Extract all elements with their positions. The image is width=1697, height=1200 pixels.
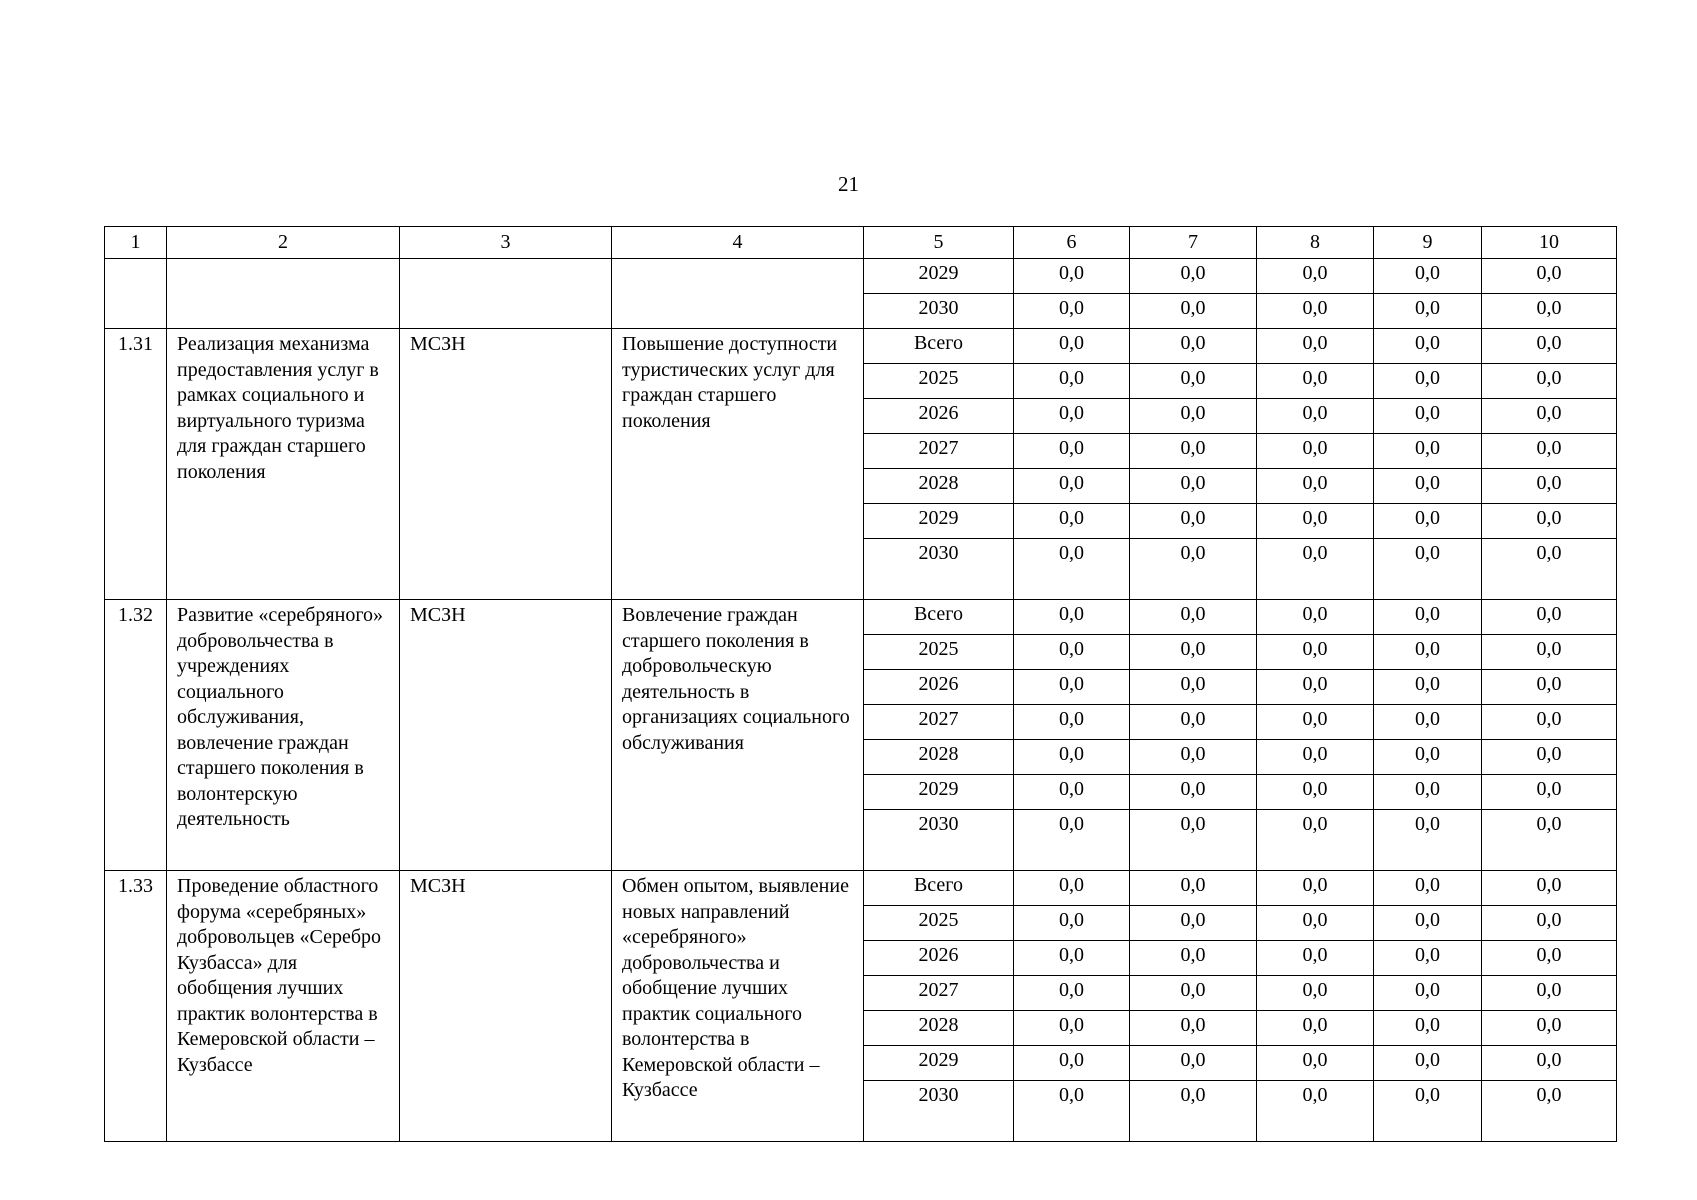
value-cell: 0,0	[1482, 399, 1617, 434]
value-cell: 0,0	[1014, 705, 1130, 740]
value-cell: 0,0	[1374, 399, 1482, 434]
item-name: Проведение областного форума «серебряных» добровольцев «Серебро Кузбасса» для обобщения лучших практик волонтерства в Кемеровской области – Кузбассе	[167, 871, 400, 1142]
value-cell: 0,0	[1014, 364, 1130, 399]
value-cell: 0,0	[1014, 469, 1130, 504]
table-row	[105, 871, 1617, 906]
value-cell: 0,0	[1014, 329, 1130, 364]
value-cell: 0,0	[1130, 871, 1257, 906]
year-cell: 2026	[864, 941, 1014, 976]
value-cell: 0,0	[1130, 941, 1257, 976]
value-cell: 0,0	[1374, 504, 1482, 539]
value-cell: 0,0	[1014, 635, 1130, 670]
value-cell: 0,0	[1482, 670, 1617, 705]
value-cell: 0,0	[1130, 1046, 1257, 1081]
value-cell: 0,0	[1130, 906, 1257, 941]
value-cell: 0,0	[1014, 434, 1130, 469]
year-cell: 2025	[864, 364, 1014, 399]
continuation-name-cell	[167, 259, 400, 329]
value-cell: 0,0	[1014, 504, 1130, 539]
year-cell: 2025	[864, 635, 1014, 670]
header-cell: 1	[105, 227, 167, 259]
item-result: Повышение доступности туристических услуг для граждан старшего поколения	[612, 329, 864, 600]
continuation-num-cell	[105, 259, 167, 329]
value-cell: 0,0	[1482, 1081, 1617, 1142]
item-result: Вовлечение граждан старшего поколения в добровольческую деятельность в организациях социального обслуживания	[612, 600, 864, 871]
table-row	[105, 259, 1617, 294]
value-cell: 0,0	[1257, 294, 1374, 329]
year-cell: 2030	[864, 1081, 1014, 1142]
column-number-header	[105, 227, 1617, 259]
value-cell: 0,0	[1482, 635, 1617, 670]
value-cell: 0,0	[1130, 539, 1257, 600]
item-name: Развитие «серебряного» добровольчества в учреждениях социального обслуживания, вовлечение граждан старшего поколения в волонтерскую деятельность	[167, 600, 400, 871]
value-cell: 0,0	[1482, 539, 1617, 600]
value-cell: 0,0	[1014, 810, 1130, 871]
value-cell: 0,0	[1257, 871, 1374, 906]
value-cell: 0,0	[1257, 600, 1374, 635]
year-cell: Всего	[864, 871, 1014, 906]
value-cell: 0,0	[1257, 539, 1374, 600]
value-cell: 0,0	[1257, 740, 1374, 775]
item-name: Реализация механизма предоставления услуг в рамках социального и виртуального туризма для граждан старшего поколения	[167, 329, 400, 600]
value-cell: 0,0	[1482, 1011, 1617, 1046]
year-cell: 2030	[864, 539, 1014, 600]
value-cell: 0,0	[1014, 670, 1130, 705]
value-cell: 0,0	[1482, 705, 1617, 740]
value-cell: 0,0	[1014, 906, 1130, 941]
item-executor: МСЗН	[400, 871, 612, 1142]
value-cell: 0,0	[1482, 504, 1617, 539]
value-cell: 0,0	[1014, 941, 1130, 976]
value-cell: 0,0	[1014, 259, 1130, 294]
value-cell: 0,0	[1257, 976, 1374, 1011]
year-cell: Всего	[864, 329, 1014, 364]
value-cell: 0,0	[1257, 329, 1374, 364]
header-cell: 10	[1482, 227, 1617, 259]
value-cell: 0,0	[1374, 259, 1482, 294]
continuation-result-cell	[612, 259, 864, 329]
item-executor: МСЗН	[400, 600, 612, 871]
value-cell: 0,0	[1130, 670, 1257, 705]
value-cell: 0,0	[1374, 775, 1482, 810]
value-cell: 0,0	[1130, 364, 1257, 399]
year-cell: 2029	[864, 775, 1014, 810]
value-cell: 0,0	[1257, 635, 1374, 670]
year-cell: 2027	[864, 705, 1014, 740]
value-cell: 0,0	[1374, 740, 1482, 775]
value-cell: 0,0	[1257, 399, 1374, 434]
value-cell: 0,0	[1482, 329, 1617, 364]
table-row	[105, 600, 1617, 635]
value-cell: 0,0	[1130, 810, 1257, 871]
value-cell: 0,0	[1374, 434, 1482, 469]
value-cell: 0,0	[1374, 1046, 1482, 1081]
year-cell: 2027	[864, 434, 1014, 469]
value-cell: 0,0	[1130, 469, 1257, 504]
value-cell: 0,0	[1014, 294, 1130, 329]
year-cell: 2028	[864, 469, 1014, 504]
item-number: 1.31	[105, 329, 167, 600]
year-cell: 2025	[864, 906, 1014, 941]
value-cell: 0,0	[1014, 539, 1130, 600]
value-cell: 0,0	[1257, 1081, 1374, 1142]
year-cell: 2027	[864, 976, 1014, 1011]
value-cell: 0,0	[1130, 740, 1257, 775]
value-cell: 0,0	[1374, 941, 1482, 976]
header-cell: 5	[864, 227, 1014, 259]
value-cell: 0,0	[1257, 705, 1374, 740]
value-cell: 0,0	[1374, 600, 1482, 635]
value-cell: 0,0	[1014, 1011, 1130, 1046]
value-cell: 0,0	[1257, 504, 1374, 539]
value-cell: 0,0	[1482, 976, 1617, 1011]
header-cell: 4	[612, 227, 864, 259]
page-number: 21	[838, 172, 859, 196]
value-cell: 0,0	[1374, 871, 1482, 906]
year-cell: 2026	[864, 399, 1014, 434]
value-cell: 0,0	[1014, 740, 1130, 775]
value-cell: 0,0	[1482, 941, 1617, 976]
value-cell: 0,0	[1374, 906, 1482, 941]
value-cell: 0,0	[1374, 364, 1482, 399]
value-cell: 0,0	[1130, 399, 1257, 434]
value-cell: 0,0	[1130, 775, 1257, 810]
value-cell: 0,0	[1482, 775, 1617, 810]
value-cell: 0,0	[1374, 539, 1482, 600]
value-cell: 0,0	[1130, 635, 1257, 670]
value-cell: 0,0	[1257, 364, 1374, 399]
value-cell: 0,0	[1257, 810, 1374, 871]
value-cell: 0,0	[1130, 329, 1257, 364]
value-cell: 0,0	[1257, 469, 1374, 504]
header-cell: 2	[167, 227, 400, 259]
value-cell: 0,0	[1482, 364, 1617, 399]
value-cell: 0,0	[1257, 434, 1374, 469]
value-cell: 0,0	[1130, 976, 1257, 1011]
value-cell: 0,0	[1374, 329, 1482, 364]
year-cell: Всего	[864, 600, 1014, 635]
year-cell: 2029	[864, 1046, 1014, 1081]
value-cell: 0,0	[1482, 810, 1617, 871]
value-cell: 0,0	[1257, 1011, 1374, 1046]
value-cell: 0,0	[1482, 871, 1617, 906]
item-executor: МСЗН	[400, 329, 612, 600]
value-cell: 0,0	[1374, 1011, 1482, 1046]
value-cell: 0,0	[1257, 941, 1374, 976]
value-cell: 0,0	[1257, 1046, 1374, 1081]
value-cell: 0,0	[1257, 906, 1374, 941]
value-cell: 0,0	[1130, 705, 1257, 740]
value-cell: 0,0	[1482, 259, 1617, 294]
value-cell: 0,0	[1130, 1081, 1257, 1142]
value-cell: 0,0	[1374, 705, 1482, 740]
value-cell: 0,0	[1014, 1081, 1130, 1142]
continuation-executor-cell	[400, 259, 612, 329]
value-cell: 0,0	[1482, 906, 1617, 941]
year-cell: 2029	[864, 504, 1014, 539]
value-cell: 0,0	[1374, 635, 1482, 670]
item-number: 1.33	[105, 871, 167, 1142]
item-number: 1.32	[105, 600, 167, 871]
value-cell: 0,0	[1130, 1011, 1257, 1046]
value-cell: 0,0	[1374, 1081, 1482, 1142]
value-cell: 0,0	[1014, 775, 1130, 810]
header-cell: 6	[1014, 227, 1130, 259]
value-cell: 0,0	[1374, 469, 1482, 504]
year-cell: 2030	[864, 294, 1014, 329]
header-cell: 9	[1374, 227, 1482, 259]
value-cell: 0,0	[1482, 740, 1617, 775]
value-cell: 0,0	[1482, 600, 1617, 635]
header-cell: 8	[1257, 227, 1374, 259]
value-cell: 0,0	[1130, 294, 1257, 329]
table-row	[105, 329, 1617, 364]
value-cell: 0,0	[1014, 1046, 1130, 1081]
value-cell: 0,0	[1014, 976, 1130, 1011]
value-cell: 0,0	[1014, 871, 1130, 906]
value-cell: 0,0	[1482, 294, 1617, 329]
value-cell: 0,0	[1014, 600, 1130, 635]
value-cell: 0,0	[1482, 1046, 1617, 1081]
year-cell: 2026	[864, 670, 1014, 705]
year-cell: 2028	[864, 1011, 1014, 1046]
value-cell: 0,0	[1374, 294, 1482, 329]
value-cell: 0,0	[1130, 504, 1257, 539]
value-cell: 0,0	[1014, 399, 1130, 434]
header-cell: 3	[400, 227, 612, 259]
value-cell: 0,0	[1482, 434, 1617, 469]
measures-table	[104, 226, 1617, 1142]
item-result: Обмен опытом, выявление новых направлений «серебряного» добровольчества и обобщение лучших практик социального волонтерства в Кемеровской области – Кузбассе	[612, 871, 864, 1142]
value-cell: 0,0	[1130, 434, 1257, 469]
value-cell: 0,0	[1374, 810, 1482, 871]
year-cell: 2029	[864, 259, 1014, 294]
header-cell: 7	[1130, 227, 1257, 259]
value-cell: 0,0	[1130, 600, 1257, 635]
table-body	[105, 227, 1617, 1142]
value-cell: 0,0	[1257, 775, 1374, 810]
year-cell: 2030	[864, 810, 1014, 871]
value-cell: 0,0	[1257, 670, 1374, 705]
value-cell: 0,0	[1257, 259, 1374, 294]
value-cell: 0,0	[1482, 469, 1617, 504]
value-cell: 0,0	[1374, 976, 1482, 1011]
value-cell: 0,0	[1374, 670, 1482, 705]
value-cell: 0,0	[1130, 259, 1257, 294]
year-cell: 2028	[864, 740, 1014, 775]
